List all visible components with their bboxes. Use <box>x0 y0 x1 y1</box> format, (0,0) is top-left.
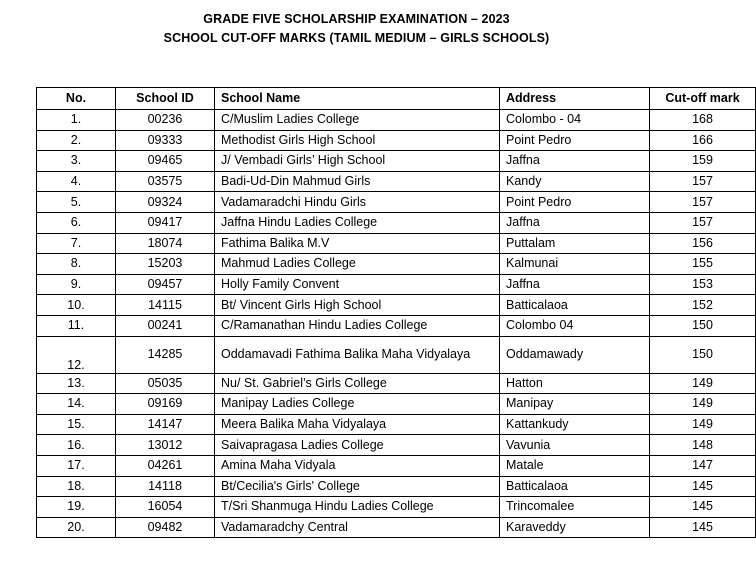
cell-school-id: 09169 <box>116 394 215 415</box>
cell-school-id: 09457 <box>116 274 215 295</box>
cell-school-id: 15203 <box>116 254 215 275</box>
cell-cutoff-mark: 145 <box>650 476 756 497</box>
cell-school-id: 16054 <box>116 497 215 518</box>
page-subtitle: SCHOOL CUT-OFF MARKS (TAMIL MEDIUM – GIRLS SCHOOLS) <box>163 31 550 45</box>
cell-cutoff-mark: 149 <box>650 394 756 415</box>
cell-cutoff-mark: 149 <box>650 414 756 435</box>
cell-no: 12. <box>37 336 116 373</box>
cell-cutoff-mark: 150 <box>650 315 756 336</box>
cell-cutoff-mark: 157 <box>650 192 756 213</box>
cell-no: 9. <box>37 274 116 295</box>
cell-no: 10. <box>37 295 116 316</box>
page-title: GRADE FIVE SCHOLARSHIP EXAMINATION – 2023 <box>203 12 510 26</box>
table-row <box>37 274 756 295</box>
cell-address: Jaffna <box>500 274 650 295</box>
cell-address: Trincomalee <box>500 497 650 518</box>
cell-no: 8. <box>37 254 116 275</box>
cell-no: 15. <box>37 414 116 435</box>
cell-cutoff-mark: 145 <box>650 517 756 538</box>
cell-school-id: 04261 <box>116 455 215 476</box>
cell-school-name: Holly Family Convent <box>215 274 500 295</box>
table-row <box>37 373 756 394</box>
cell-school-name: Oddamavadi Fathima Balika Maha Vidyalaya <box>215 336 500 373</box>
cell-address: Point Pedro <box>500 130 650 151</box>
table-row <box>37 455 756 476</box>
cell-address: Batticalaoa <box>500 295 650 316</box>
cell-cutoff-mark: 155 <box>650 254 756 275</box>
cell-school-name: Nu/ St. Gabriel’s Girls College <box>215 373 500 394</box>
cell-school-name: J/ Vembadi Girls’ High School <box>215 151 500 172</box>
table-row <box>37 394 756 415</box>
cell-school-name: Bt/Cecilia's Girls' College <box>215 476 500 497</box>
cell-address: Colombo - 04 <box>500 110 650 131</box>
cell-address: Hatton <box>500 373 650 394</box>
cell-address: Oddamawady <box>500 336 650 373</box>
cell-school-id: 18074 <box>116 233 215 254</box>
cell-school-name: C/Muslim Ladies College <box>215 110 500 131</box>
cell-address: Colombo 04 <box>500 315 650 336</box>
cell-school-name: C/Ramanathan Hindu Ladies College <box>215 315 500 336</box>
cell-address: Karaveddy <box>500 517 650 538</box>
cutoff-table <box>36 87 756 538</box>
cell-address: Kalmunai <box>500 254 650 275</box>
cell-cutoff-mark: 145 <box>650 497 756 518</box>
cell-address: Kattankudy <box>500 414 650 435</box>
table-row <box>37 212 756 233</box>
cell-cutoff-mark: 159 <box>650 151 756 172</box>
column-header-cutoff-mark: Cut-off mark <box>650 88 756 110</box>
cell-cutoff-mark: 147 <box>650 455 756 476</box>
cell-no: 7. <box>37 233 116 254</box>
cell-no: 19. <box>37 497 116 518</box>
cell-cutoff-mark: 168 <box>650 110 756 131</box>
cell-school-name: Badi-Ud-Din Mahmud Girls <box>215 171 500 192</box>
table-row <box>37 476 756 497</box>
cell-school-id: 14118 <box>116 476 215 497</box>
table-row <box>37 130 756 151</box>
cell-school-id: 14147 <box>116 414 215 435</box>
cell-school-name: Mahmud Ladies College <box>215 254 500 275</box>
cell-no: 5. <box>37 192 116 213</box>
cell-school-id: 00241 <box>116 315 215 336</box>
cell-no: 20. <box>37 517 116 538</box>
table-row <box>37 517 756 538</box>
cell-address: Jaffna <box>500 212 650 233</box>
cell-school-id: 09482 <box>116 517 215 538</box>
cell-school-id: 09417 <box>116 212 215 233</box>
cell-cutoff-mark: 148 <box>650 435 756 456</box>
cell-school-id: 14285 <box>116 336 215 373</box>
table-row <box>37 336 756 373</box>
table-row <box>37 151 756 172</box>
cell-school-name: Jaffna Hindu Ladies College <box>215 212 500 233</box>
cell-school-name: Methodist Girls High School <box>215 130 500 151</box>
cell-cutoff-mark: 153 <box>650 274 756 295</box>
cell-school-id: 09465 <box>116 151 215 172</box>
table-row <box>37 110 756 131</box>
cell-school-id: 00236 <box>116 110 215 131</box>
table-row <box>37 233 756 254</box>
cell-no: 16. <box>37 435 116 456</box>
cell-school-name: Fathima Balika M.V <box>215 233 500 254</box>
cell-address: Manipay <box>500 394 650 415</box>
column-header-school-id: School ID <box>116 88 215 110</box>
cell-address: Point Pedro <box>500 192 650 213</box>
cell-school-name: Saivapragasa Ladies College <box>215 435 500 456</box>
cell-school-name: Vadamaradchi Hindu Girls <box>215 192 500 213</box>
cell-cutoff-mark: 152 <box>650 295 756 316</box>
cell-address: Puttalam <box>500 233 650 254</box>
cell-cutoff-mark: 157 <box>650 212 756 233</box>
cell-address: Batticalaoa <box>500 476 650 497</box>
cell-school-name: Manipay Ladies College <box>215 394 500 415</box>
cell-no: 2. <box>37 130 116 151</box>
cell-school-name: Bt/ Vincent Girls High School <box>215 295 500 316</box>
table-row <box>37 497 756 518</box>
cell-school-name: Amina Maha Vidyala <box>215 455 500 476</box>
column-header-no: No. <box>37 88 116 110</box>
table-row <box>37 295 756 316</box>
cell-no: 6. <box>37 212 116 233</box>
table-row <box>37 435 756 456</box>
cell-school-name: Vadamaradchy Central <box>215 517 500 538</box>
cell-no: 13. <box>37 373 116 394</box>
cell-cutoff-mark: 166 <box>650 130 756 151</box>
cell-no: 14. <box>37 394 116 415</box>
cell-school-id: 09324 <box>116 192 215 213</box>
cell-address: Vavunia <box>500 435 650 456</box>
cell-school-id: 09333 <box>116 130 215 151</box>
table-row <box>37 254 756 275</box>
cell-cutoff-mark: 157 <box>650 171 756 192</box>
cell-school-id: 14115 <box>116 295 215 316</box>
cell-address: Matale <box>500 455 650 476</box>
table-row <box>37 192 756 213</box>
cell-no: 17. <box>37 455 116 476</box>
cell-no: 1. <box>37 110 116 131</box>
table-header-row <box>37 88 756 110</box>
cell-cutoff-mark: 156 <box>650 233 756 254</box>
cell-no: 11. <box>37 315 116 336</box>
cell-address: Jaffna <box>500 151 650 172</box>
column-header-address: Address <box>500 88 650 110</box>
cell-school-name: Meera Balika Maha Vidyalaya <box>215 414 500 435</box>
cell-cutoff-mark: 149 <box>650 373 756 394</box>
cell-school-id: 03575 <box>116 171 215 192</box>
cell-school-id: 13012 <box>116 435 215 456</box>
column-header-school-name: School Name <box>215 88 500 110</box>
cell-no: 3. <box>37 151 116 172</box>
cell-no: 18. <box>37 476 116 497</box>
table-body <box>37 110 756 538</box>
cell-no: 4. <box>37 171 116 192</box>
table-row <box>37 414 756 435</box>
cell-address: Kandy <box>500 171 650 192</box>
table-row <box>37 171 756 192</box>
cell-school-id: 05035 <box>116 373 215 394</box>
table-row <box>37 315 756 336</box>
cell-school-name: T/Sri Shanmuga Hindu Ladies College <box>215 497 500 518</box>
cell-cutoff-mark: 150 <box>650 336 756 373</box>
